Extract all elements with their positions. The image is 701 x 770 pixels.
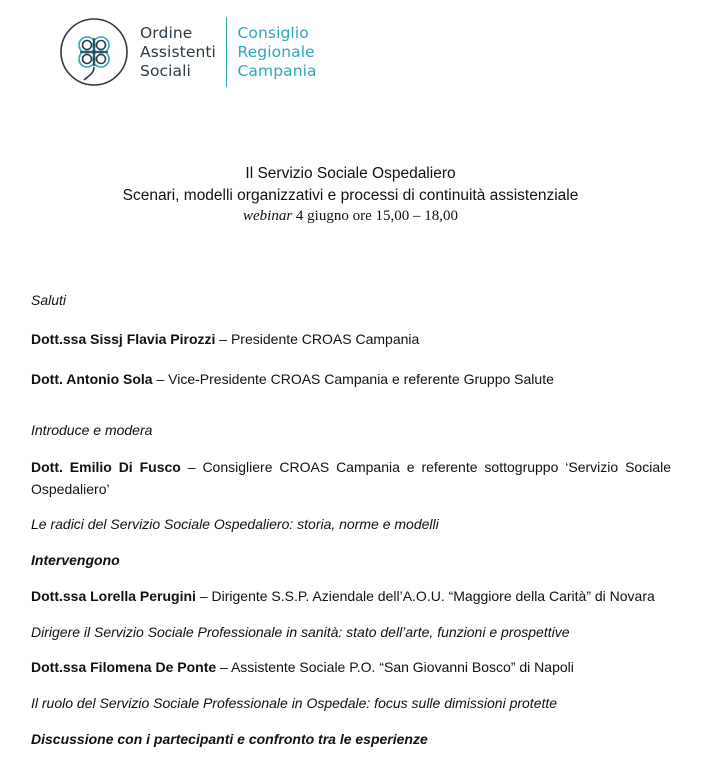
speaker-item — [31, 368, 671, 390]
org-region-line: Consiglio — [237, 23, 309, 42]
speaker-name: Dott.ssa Lorella Perugini — [31, 588, 196, 604]
section-intervengono: Intervengono — [31, 552, 120, 568]
talk-title: Dirigere il Servizio Sociale Professionale in sanità: stato dell’arte, funzioni e prospettive — [31, 624, 570, 640]
speaker-role: – Assistente Sociale P.O. “San Giovanni Bosco” di Napoli — [216, 659, 574, 675]
org-name-line: Assistenti — [140, 42, 216, 61]
event-date — [0, 207, 701, 226]
org-name-line: Sociali — [140, 61, 191, 80]
section-introduce: Introduce e modera — [31, 422, 153, 438]
speaker-item — [31, 585, 671, 607]
speaker-item — [31, 456, 671, 500]
event-date-time: 4 giugno ore 15,00 – 18,00 — [292, 208, 458, 224]
event-title-block — [0, 163, 701, 226]
talk-title: Le radici del Servizio Sociale Ospedaliero: storia, norme e modelli — [31, 516, 439, 532]
discussion-item: Discussione con i partecipanti e confronto tra le esperienze — [31, 731, 428, 747]
speaker-role: – Consigliere CROAS Campania e referente sottogruppo ‘Servizio Sociale Ospedaliero’ — [31, 459, 672, 497]
org-name-right — [237, 24, 316, 81]
webinar-label: webinar — [243, 208, 293, 224]
speaker-name: Dott. Emilio Di Fusco — [31, 459, 181, 475]
speaker-name: Dott.ssa Sissj Flavia Pirozzi — [31, 331, 216, 347]
speaker-role: – Dirigente S.S.P. Aziendale dell’A.O.U. “Maggiore della Carità” di Novara — [195, 588, 655, 604]
logo-divider — [226, 17, 228, 87]
org-name-line: Ordine — [140, 23, 193, 42]
section-saluti: Saluti — [31, 292, 67, 308]
speaker-role: – Presidente CROAS Campania — [215, 331, 420, 347]
org-region-line: Campania — [237, 61, 317, 80]
talk-title: Il ruolo del Servizio Sociale Professionale in Ospedale: focus sulle dimissioni protette — [31, 695, 558, 711]
speaker-item — [31, 328, 671, 350]
speaker-name: Dott.ssa Filomena De Ponte — [31, 659, 217, 675]
speaker-name: Dott. Antonio Sola — [31, 371, 153, 387]
org-logo — [58, 12, 317, 92]
org-name-left — [140, 24, 216, 81]
event-subtitle: Scenari, modelli organizzativi e processi di continuità assistenziale — [122, 187, 579, 204]
event-title: Il Servizio Sociale Ospedaliero — [245, 165, 456, 182]
speaker-role: – Vice-Presidente CROAS Campania e referente Gruppo Salute — [152, 371, 554, 387]
speaker-item — [31, 656, 671, 678]
knot-emblem-icon — [58, 16, 130, 88]
org-region-line: Regionale — [237, 42, 315, 61]
